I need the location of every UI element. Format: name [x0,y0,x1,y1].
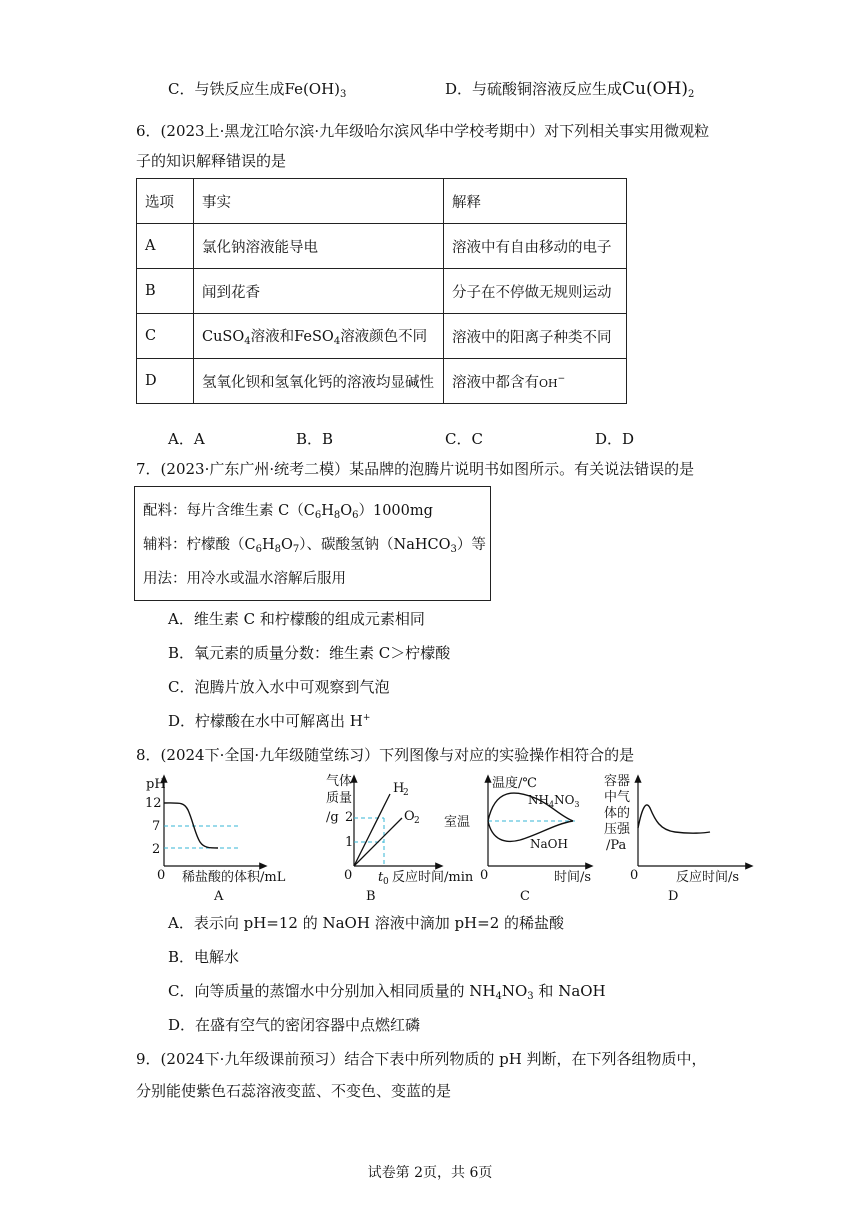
subscript: 3 [340,89,347,100]
fact-text: 溶液和 [250,329,295,345]
graph-c-caption: C [520,889,530,904]
subscript: 8 [333,510,341,521]
box-line-ingredients [143,499,433,521]
graph-b-h2-sub: 2 [403,788,409,798]
graph-a-tick-7: 7 [152,819,161,834]
table-row [137,359,627,404]
graph-c-origin: 0 [480,868,489,883]
text: O [281,537,293,553]
row-fact: 闻到花香 [194,269,444,314]
table-row [137,269,627,314]
q8-option-a: A．表示向 pH=12 的 NaOH 溶液中滴加 pH=2 的稀盐酸 [168,914,565,932]
graph-b-tick-1: 1 [345,835,354,850]
graph-a-tick-2: 2 [152,842,161,857]
q8-option-c [168,980,606,1002]
subscript: 6 [352,510,359,521]
text: ）、碳酸氢钠（NaHCO [299,537,451,553]
q7-option-d [168,710,370,731]
q6-choice-d: D．D [595,430,635,448]
graph-d-origin: 0 [630,868,639,883]
graph-d-curve [638,805,710,833]
q6-stem-line1: 6．(2023上·黑龙江哈尔滨·九年级哈尔滨风华中学校考期中）对下列相关事实用微观粒 [136,122,710,140]
text: H [321,503,334,519]
graph-a-xlabel: 稀盐酸的体积/mL [182,870,286,885]
text: 辅料：柠檬酸（C [143,537,256,553]
graph-c-naoh-label: NaOH [530,837,568,851]
subscript: 4 [244,336,251,347]
graph-b-xlabel: 反应时间/min [392,870,474,885]
row-option: B [137,269,194,314]
q6-stem-line2: 子的知识解释错误的是 [136,152,287,170]
graph-d-ylabel2: 中气 [604,790,631,805]
q7-stem: 7．(2023·广东广州·统考二模）某品牌的泡腾片说明书如图所示。有关说法错误的是 [136,460,695,478]
graph-a-curve [164,803,218,848]
header-fact: 事实 [194,179,444,224]
table-row [137,224,627,269]
graph-c-ylabel: 温度/℃ [492,776,537,791]
row-reason: 分子在不停做无规则运动 [444,269,627,314]
graph-b [326,773,474,904]
q9-stem-line1: 9．(2024下·九年级课前预习）结合下表中所列物质的 pH 判断，在下列各组物质中， [136,1050,707,1068]
q8-option-b: B．电解水 [168,948,240,966]
q8-graphs [140,768,770,906]
graph-c-xlabel: 时间/s [554,870,592,885]
ion: OH [539,376,558,390]
subscript: 7 [292,544,300,555]
formula: CuSO [202,329,245,345]
row-fact: 氯化钠溶液能导电 [194,224,444,269]
q6-choice-b: B．B [296,430,334,448]
graph-c-nh4no3-b: NO [554,793,575,807]
q6-choice-a: A．A [168,430,205,448]
subscript: 8 [274,544,282,555]
graph-a-tick-12: 12 [145,796,162,811]
table-header-row [137,179,627,224]
row-reason [444,359,627,404]
graph-a-origin: 0 [157,868,166,883]
formula: Fe(OH) [284,80,341,98]
subscript: 4 [333,336,341,347]
graph-a-caption: A [214,889,224,904]
graph-b-origin: 0 [344,868,353,883]
q6-choice-c: C．C [445,430,483,448]
row-option: A [137,224,194,269]
graph-c-nh4no3-sub: 4 [548,800,555,809]
fact-text: 溶液颜色不同 [340,329,428,345]
subscript: 4 [495,991,502,1002]
text: 配料：每片含维生素 C（C [143,503,315,519]
option-text: D．与硫酸铜溶液反应生成 [445,80,623,98]
graph-d-caption: D [668,889,679,904]
text: 和 NaOH [533,982,606,1000]
subscript: 3 [450,544,457,555]
graph-a-ylabel: pH [146,777,166,792]
subscript: 3 [527,991,534,1002]
row-reason: 溶液中有自由移动的电子 [444,224,627,269]
q7-instruction-box [134,486,491,601]
q7-option-c: C．泡腾片放入水中可观察到气泡 [168,678,390,696]
graph-d-xlabel: 反应时间/s [676,870,740,885]
graph-c-nh4no3-sub2: 3 [574,800,580,809]
graph-b-tick-2: 2 [345,810,354,825]
graph-d-ylabel3: 体的 [604,806,631,821]
text: O [340,503,353,519]
graph-b-ylabel2: 质量 [326,791,353,806]
box-line-excipients [143,533,486,555]
row-reason: 溶液中的阳离子种类不同 [444,314,627,359]
graph-c-room-label: 室温 [444,815,471,830]
graph-b-ylabel3: /g [326,810,339,825]
q7-option-b: B．氧元素的质量分数：维生素 C＞柠檬酸 [168,644,451,662]
graph-b-h2-line [354,794,390,866]
graph-d-ylabel1: 容器 [604,774,631,789]
row-fact [194,314,444,359]
graph-d [604,774,750,904]
text: D．柠檬酸在水中可解离出 H [168,712,363,730]
text: ）等 [456,537,486,553]
text: ）1000mg [358,503,433,519]
header-option: 选项 [137,179,194,224]
graph-b-o2-sub: 2 [414,816,420,826]
reason-text: 溶液中都含有 [452,374,539,391]
subscript: 2 [688,89,695,100]
page-footer: 试卷第 2页，共 6页 [367,1165,493,1181]
option-text: C．与铁反应生成 [168,80,285,98]
row-fact: 氢氧化钡和氢氧化钙的溶液均显碱性 [194,359,444,404]
q8-stem: 8．(2024下·全国·九年级随堂练习）下列图像与对应的实验操作相符合的是 [136,746,635,764]
graph-d-ylabel5: /Pa [606,838,627,853]
q5-option-c [168,78,346,100]
table-row [137,314,627,359]
q9-stem-line2: 分别能使紫色石蕊溶液变蓝、不变色、变蓝的是 [136,1082,452,1100]
superscript: − [557,373,566,384]
subscript: 6 [314,510,322,521]
q7-option-a: A．维生素 C 和柠檬酸的组成元素相同 [168,610,425,628]
text: H [261,537,275,553]
superscript: + [362,713,371,723]
subscript: 6 [255,544,262,555]
graph-d-ylabel4: 压强 [604,822,631,837]
graph-b-t0-sub: 0 [383,877,389,887]
box-line-usage: 用法：用冷水或温水溶解后服用 [143,571,346,587]
row-option: D [137,359,194,404]
graph-b-t0: t [378,870,384,885]
svg-text:NH4NO3 [528,793,580,809]
graph-b-o2-label: O [404,809,415,824]
formula: Cu(OH) [622,79,689,99]
text: NO [501,982,528,1000]
graph-b-caption: B [366,889,376,904]
graph-b-h2-label: H [393,781,405,796]
text: C．向等质量的蒸馏水中分别加入相同质量的 NH [168,982,496,1000]
formula: FeSO [294,329,334,345]
graph-a [145,777,286,904]
q5-option-d [445,78,694,100]
graph-c-nh4no3: NH [528,793,549,807]
q8-option-d: D．在盛有空气的密闭容器中点燃红磷 [168,1016,421,1034]
header-reason: 解释 [444,179,627,224]
q6-table [136,178,627,404]
row-option: C [137,314,194,359]
graph-b-ylabel1: 气体 [326,774,353,789]
